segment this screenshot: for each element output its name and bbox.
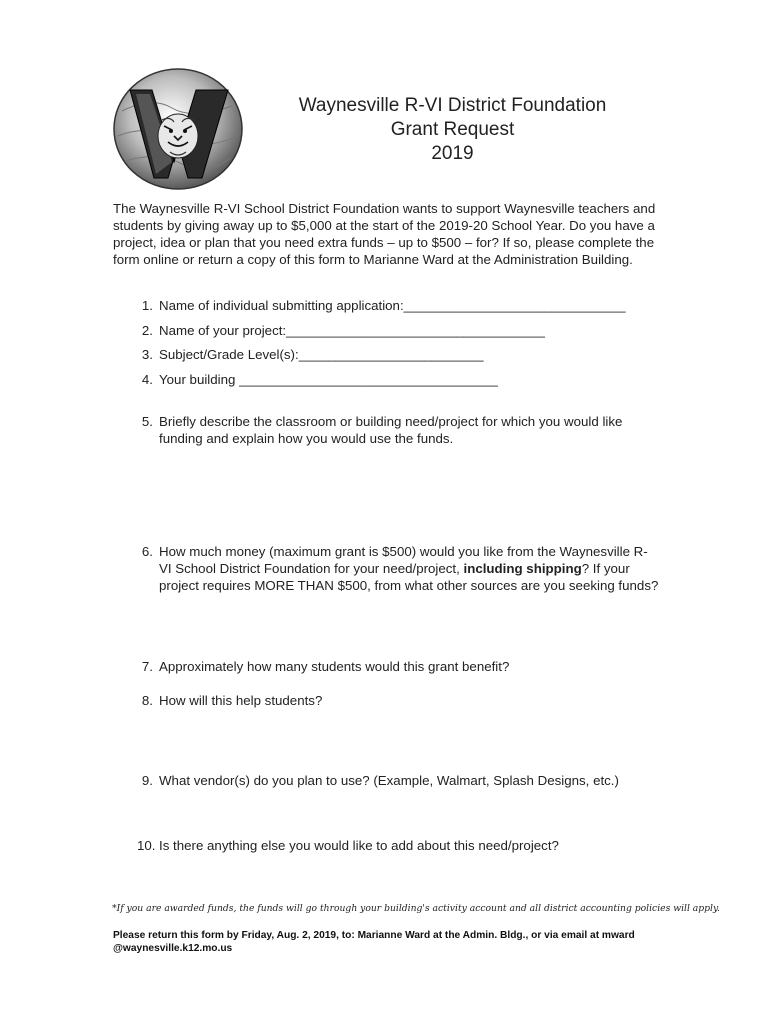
question-number: 2.	[141, 323, 153, 338]
return-instructions: Please return this form by Friday, Aug. 2, 2019, to: Marianne Ward at the Admin. Bldg., or via email at mward @waynesville.k12.mo.us	[113, 930, 635, 954]
question-number: 7.	[141, 659, 153, 674]
title-line-3: 2019	[431, 143, 474, 164]
title-line-1: Waynesville R-VI District Foundation	[298, 95, 607, 116]
question-text: How much money (maximum grant is $500) would you like from the Waynesville R-VI School District Foundation for your need/project,	[159, 544, 648, 576]
answer-line[interactable]: ___________________________________	[286, 323, 545, 338]
answer-line[interactable]: ______________________________	[403, 298, 626, 313]
question-text: Briefly describe the classroom or building need/project for which you would like funding and explain how you would use the funds.	[159, 414, 623, 446]
intro-paragraph: The Waynesville R-VI School District Foundation wants to support Waynesville teachers and students by giving away up to $5,000 at the start of the 2019-20 School Year. Do you have a project, idea or plan that you need extra funds – up to $500 – for? If so, please complete the form online or return a copy of this form to Marianne Ward at the Administration Building.	[113, 201, 656, 267]
question-text-continued: ? If your project requires MORE THAN $500, from what other sources are you seeking funds?	[159, 561, 659, 593]
question-text: Approximately how many students would this grant benefit?	[159, 659, 510, 674]
question-number: 5.	[141, 414, 153, 429]
question-text: Name of individual submitting application:	[159, 298, 404, 313]
title-line-2: Grant Request	[390, 119, 515, 140]
question-number: 8.	[141, 693, 153, 708]
question-number: 9.	[141, 773, 153, 788]
question-text: Your building	[159, 372, 236, 387]
question-number: 4.	[141, 372, 153, 387]
answer-line[interactable]: _________________________	[298, 347, 484, 362]
question-text: Subject/Grade Level(s):	[159, 347, 299, 362]
question-text: How will this help students?	[159, 693, 323, 708]
question-number: 10.	[137, 838, 156, 853]
question-text: Is there anything else you would like to add about this need/project?	[159, 838, 559, 853]
question-text: What vendor(s) do you plan to use? (Example, Walmart, Splash Designs, etc.)	[159, 773, 619, 788]
question-emphasis: including shipping	[463, 561, 582, 576]
funds-footnote: *If you are awarded funds, the funds will go through your building's activity account and all district accounting policies will apply.	[112, 903, 720, 914]
question-text: Name of your project:	[159, 323, 287, 338]
question-number: 1.	[141, 298, 153, 313]
form-title	[260, 94, 645, 166]
district-logo	[112, 66, 244, 192]
question-number: 6.	[141, 544, 153, 559]
question-number: 3.	[141, 347, 153, 362]
answer-line[interactable]: ___________________________________	[239, 372, 498, 387]
